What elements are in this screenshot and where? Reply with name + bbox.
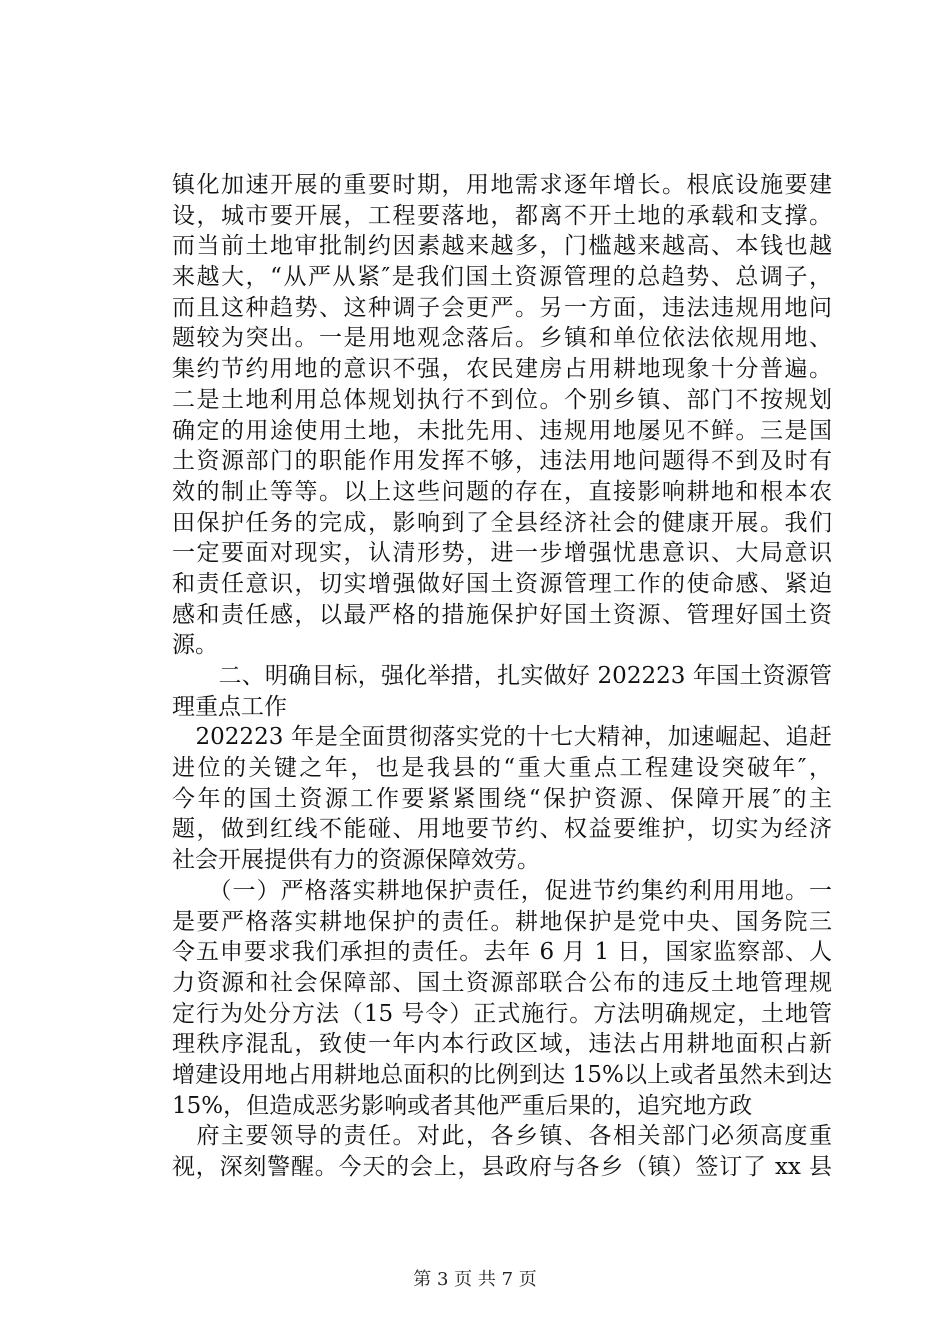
text-line: 力资源和社会保障部、国土资源部联合公布的违反土地管理规 <box>172 969 832 996</box>
text-line: 15%，但造成恶劣影响或者其他严重后果的，追究地方政 <box>172 1092 753 1119</box>
text-line: 效的制止等等。以上这些问题的存在，直接影响耕地和根本农 <box>172 478 832 505</box>
text-line: 社会开展提供有力的资源保障效劳。 <box>172 847 540 874</box>
body-text <box>172 170 832 1183</box>
text-line: 令五申要求我们承担的责任。去年 6 月 1 日，国家监察部、人 <box>172 939 832 966</box>
text-line: 府主要领导的责任。对此，各乡镇、各相关部门必须高度重 <box>172 1123 832 1150</box>
text-line: （一）严格落实耕地保护责任，促进节约集约利用用地。一 <box>172 877 832 904</box>
text-line: 集约节约用地的意识不强，农民建房占用耕地现象十分普遍。 <box>172 356 832 383</box>
text-line: 田保护任务的完成，影响到了全县经济社会的健康开展。我们 <box>172 509 832 536</box>
text-line: 而当前土地审批制约因素越来越多，门槛越来越高、本钱也越 <box>172 233 832 260</box>
text-line: 题，做到红线不能碰、用地要节约、权益要维护，切实为经济 <box>172 816 832 843</box>
text-line: 题较为突出。一是用地观念落后。乡镇和单位依法依规用地、 <box>172 325 832 352</box>
text-line: 增建设用地占用耕地总面积的比例到达 15%以上或者虽然未到达 <box>172 1061 832 1088</box>
page-footer: 第 3 页 共 7 页 <box>413 1269 537 1290</box>
text-line: 一定要面对现实，认清形势，进一步增强忧患意识、大局意识 <box>172 540 832 567</box>
text-line: 进位的关键之年，也是我县的“重大重点工程建设突破年″， <box>172 755 832 782</box>
text-line: 定行为处分方法（15 号令）正式施行。方法明确规定，土地管 <box>172 1000 832 1027</box>
text-line: 理重点工作 <box>172 693 287 720</box>
text-line: 而且这种趋势、这种调子会更严。另一方面，违法违规用地问 <box>172 294 832 321</box>
text-line: 二是土地利用总体规划执行不到位。个别乡镇、部门不按规划 <box>172 386 832 413</box>
text-line: 202223 年是全面贯彻落实党的十七大精神，加速崛起、追赶 <box>172 724 832 751</box>
text-line: 视，深刻警醒。今天的会上，县政府与各乡（镇）签订了 xx 县 <box>172 1154 832 1180</box>
text-line: 今年的国土资源工作要紧紧围绕“保护资源、保障开展″的主 <box>172 785 832 812</box>
text-line: 是要严格落实耕地保护的责任。耕地保护是党中央、国务院三 <box>172 908 832 935</box>
text-line: 理秩序混乱，致使一年内本行政区域，违法占用耕地面积占新 <box>172 1031 832 1058</box>
text-line: 确定的用途使用土地，未批先用、违规用地屡见不鲜。三是国 <box>172 417 832 444</box>
text-line: 感和责任感，以最严格的措施保护好国土资源、管理好国土资 <box>172 601 832 628</box>
text-line: 设，城市要开展，工程要落地，都离不开土地的承载和支撑。 <box>172 202 832 229</box>
text-line: 二、明确目标，强化举措，扎实做好 202223 年国土资源管 <box>172 663 832 689</box>
text-line: 镇化加速开展的重要时期，用地需求逐年增长。根底设施要建 <box>172 172 832 198</box>
text-line: 土资源部门的职能作用发挥不够，违法用地问题得不到及时有 <box>172 448 832 475</box>
text-line: 和责任意识，切实增强做好国土资源管理工作的使命感、紧迫 <box>172 570 832 597</box>
text-line: 来越大，“从严从紧″是我们国土资源管理的总趋势、总调子， <box>172 264 832 291</box>
text-line: 源。 <box>172 632 218 659</box>
